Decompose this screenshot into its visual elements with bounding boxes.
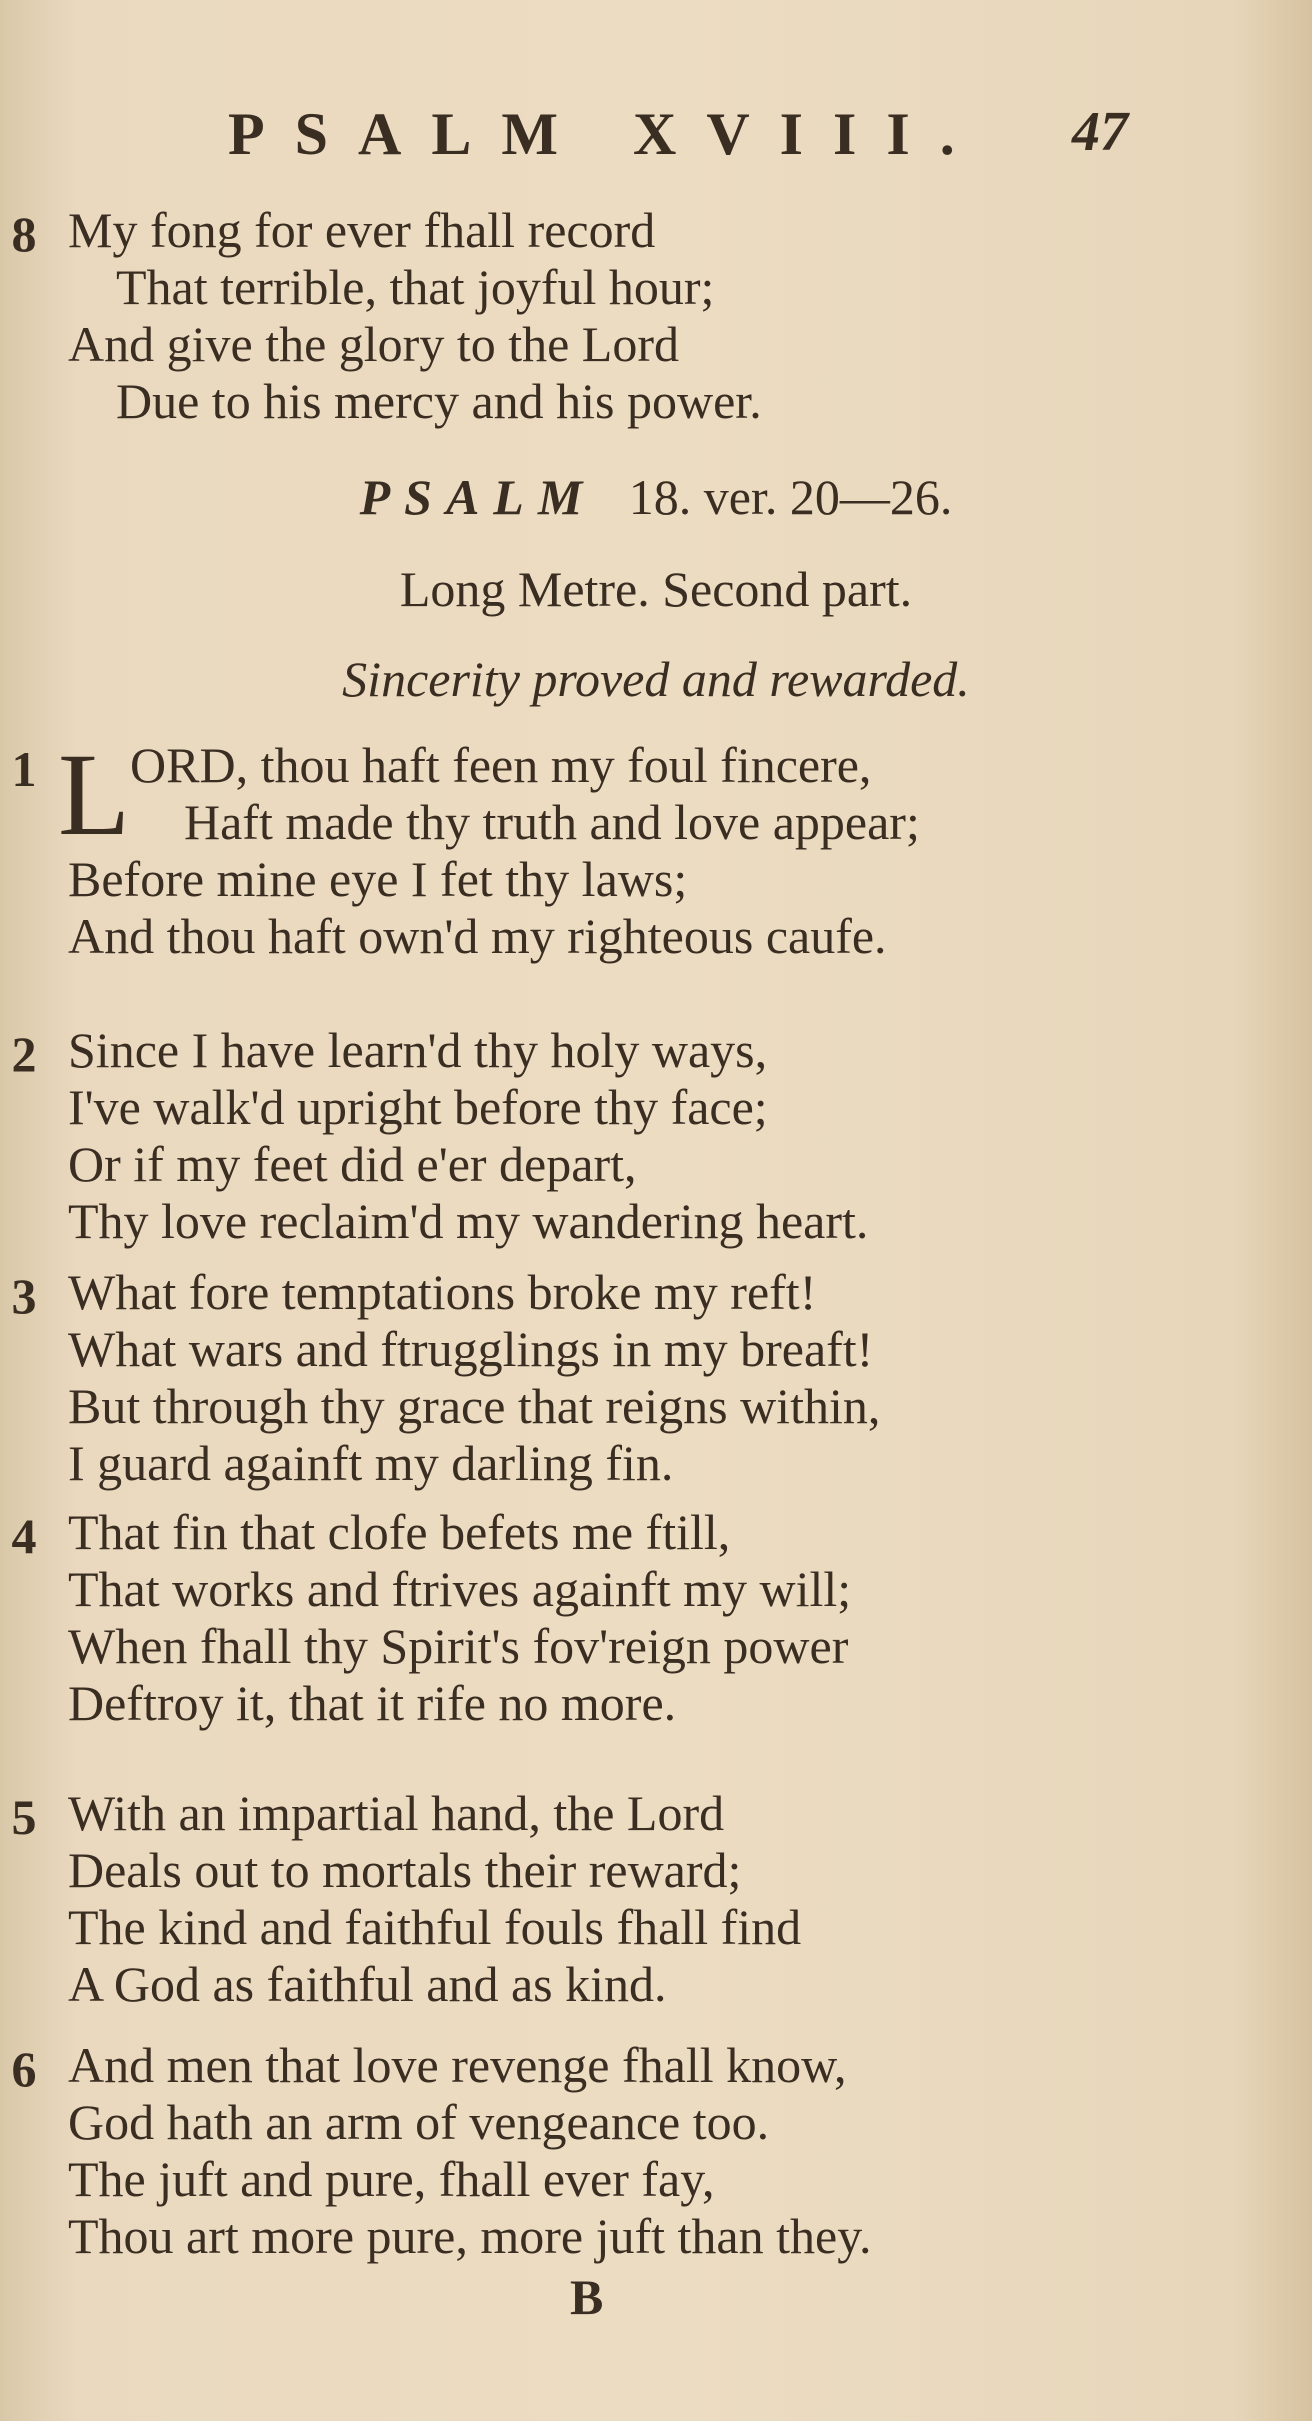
verse-line: I've walk'd upright before thy face; bbox=[68, 1079, 768, 1135]
verse-line: The kind and faithful fouls fhall find bbox=[68, 1899, 802, 1955]
verse-line: My fong for ever fhall record bbox=[68, 202, 656, 258]
running-head-title: PSALM XVIII. bbox=[228, 101, 985, 167]
verse-line: Due to his mercy and his power. bbox=[116, 373, 762, 429]
heading-psalm: PSALM bbox=[359, 469, 597, 525]
verse-line: And men that love revenge fhall know, bbox=[68, 2037, 847, 2093]
verse-number: 4 bbox=[11, 1508, 37, 1564]
verse-line: ORD, thou haft feen my foul fincere, bbox=[130, 737, 872, 793]
verse-line: Or if my feet did e'er depart, bbox=[68, 1136, 637, 1192]
verse-line: That fin that clofe befets me ftill, bbox=[68, 1504, 731, 1560]
verse-line: What fore temptations broke my reft! bbox=[68, 1264, 817, 1320]
heading-reference: 18. ver. 20—26. bbox=[628, 469, 953, 525]
verse-line: Deals out to mortals their reward; bbox=[68, 1842, 742, 1898]
running-head bbox=[0, 100, 1312, 180]
verse-line: That terrible, that joyful hour; bbox=[116, 259, 715, 315]
verse-line: With an impartial hand, the Lord bbox=[68, 1785, 725, 1841]
verse-line: And give the glory to the Lord bbox=[68, 316, 679, 372]
verse-line: Since I have learn'd thy holy ways, bbox=[68, 1022, 768, 1078]
verse-number: 2 bbox=[11, 1026, 37, 1082]
verse-line: Deftroy it, that it rife no more. bbox=[68, 1675, 677, 1731]
verse-line: Thy love reclaim'd my wandering heart. bbox=[68, 1193, 869, 1249]
verse-line: But through thy grace that reigns within, bbox=[68, 1378, 881, 1434]
verse-line: The juft and pure, fhall ever fay, bbox=[68, 2151, 715, 2207]
verse-number: 6 bbox=[11, 2041, 37, 2097]
verse-line: A God as faithful and as kind. bbox=[68, 1956, 667, 2012]
verse-line: When fhall thy Spirit's fov'reign power bbox=[68, 1618, 849, 1674]
verse-number: 1 bbox=[11, 741, 37, 797]
verse-number: 3 bbox=[11, 1268, 37, 1324]
verse-line: And thou haft own'd my righteous caufe. bbox=[68, 908, 887, 964]
verse-line: Before mine eye I fet thy laws; bbox=[68, 851, 688, 907]
verse-number: 5 bbox=[11, 1789, 37, 1845]
signature-mark: B bbox=[570, 2269, 604, 2325]
section-subtitle: Sincerity proved and rewarded. bbox=[342, 651, 970, 707]
verse-line: That works and ftrives againft my will; bbox=[68, 1561, 852, 1617]
verse-line: Haft made thy truth and love appear; bbox=[184, 794, 920, 850]
verse-line: What wars and ftrugglings in my breaft! bbox=[68, 1321, 874, 1377]
page-number: 47 bbox=[1072, 101, 1128, 163]
verse-line: Thou art more pure, more juft than they. bbox=[68, 2208, 872, 2264]
verse-number: 8 bbox=[11, 206, 37, 262]
verse-line: God hath an arm of vengeance too. bbox=[68, 2094, 770, 2150]
section-heading bbox=[0, 468, 1312, 526]
drop-cap: L bbox=[58, 729, 131, 860]
verse-line: I guard againft my darling fin. bbox=[68, 1435, 674, 1491]
metre-line: Long Metre. Second part. bbox=[399, 561, 913, 617]
